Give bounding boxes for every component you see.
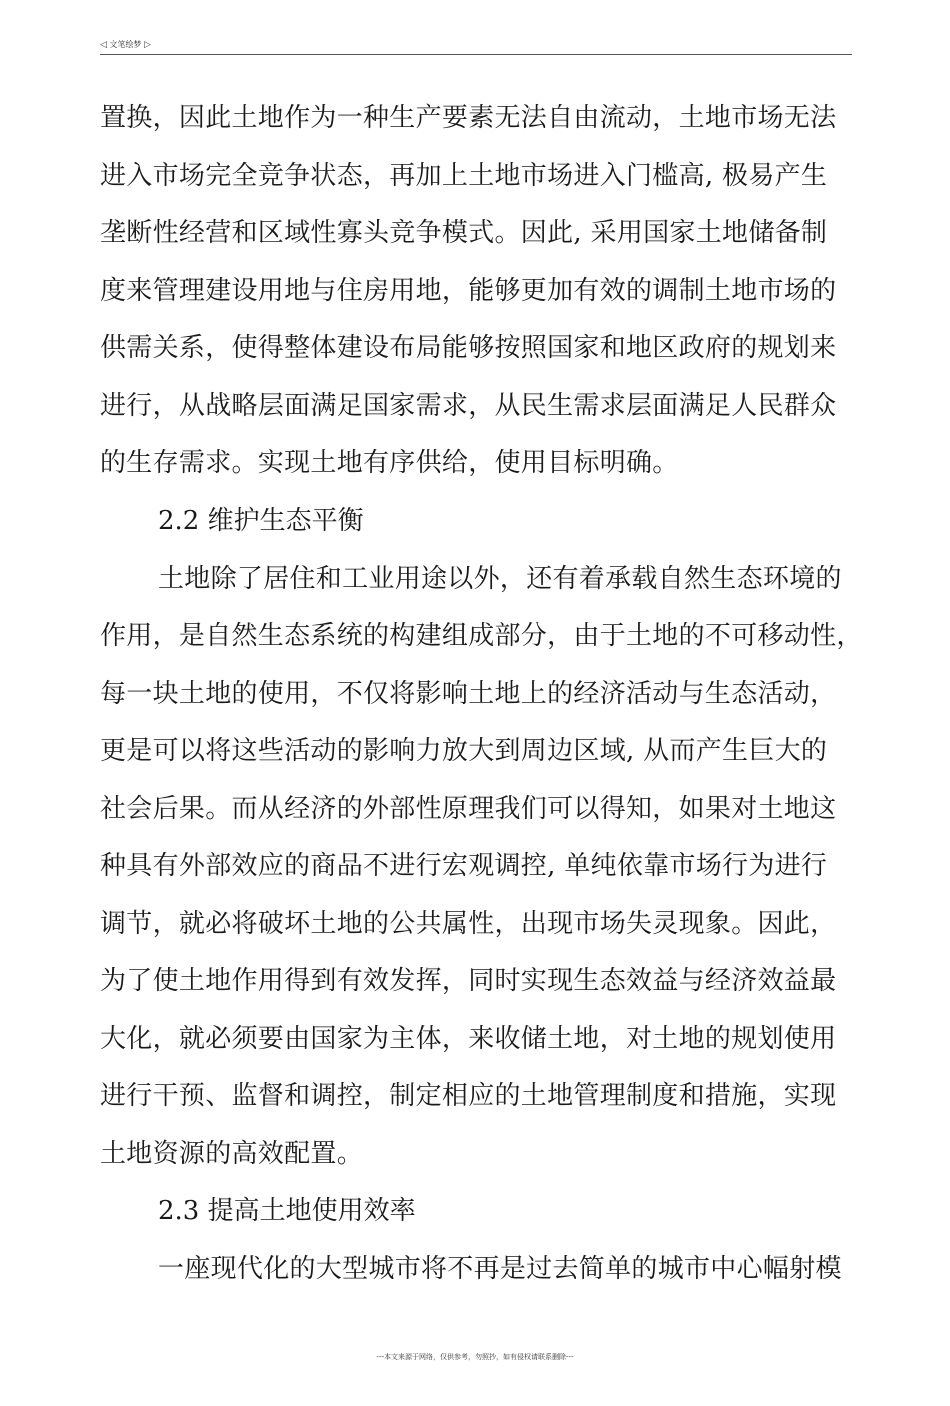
paragraph-line: 作用，是自然生态系统的构建组成部分，由于土地的不可移动性，	[100, 621, 863, 651]
paragraph-line: 的生存需求。实现土地有序供给，使用目标明确。	[100, 448, 679, 478]
paragraph-line: 置换，因此土地作为一种生产要素无法自由流动，土地市场无法	[100, 103, 837, 133]
paragraph-line: 垄断性经营和区域性寡头竞争模式。因此, 采用国家土地储备制	[100, 218, 828, 248]
paragraph-line: 进行，从战略层面满足国家需求，从民生需求层面满足人民群众	[100, 390, 837, 421]
section-heading-2-2: 2.2 维护生态平衡	[158, 505, 364, 536]
paragraph-2	[100, 556, 863, 1189]
paragraph-line: 调节，就必将破坏土地的公共属性，出现市场失灵现象。因此，	[100, 908, 837, 939]
paragraph-line: 一座现代化的大型城市将不再是过去简单的城市中心幅射模	[158, 1254, 842, 1284]
paragraph-line: 每一块土地的使用，不仅将影响土地上的经济活动与生态活动，	[100, 678, 837, 709]
page-header	[100, 36, 852, 55]
paragraph-line: 供需关系，使得整体建设布局能够按照国家和地区政府的规划来	[100, 333, 837, 363]
paragraph-line: 种具有外部效应的商品不进行宏观调控, 单纯依靠市场行为进行	[100, 851, 828, 881]
paragraph-line: 进行干预、监督和调控，制定相应的土地管理制度和措施，实现	[100, 1081, 837, 1111]
left-triangle-icon: ◁	[100, 40, 107, 50]
paragraph-3	[100, 1246, 852, 1304]
paragraph-1	[100, 95, 852, 498]
paragraph-line: 为了使土地作用得到有效发挥，同时实现生态效益与经济效益最	[100, 966, 837, 996]
paragraph-line: 土地除了居住和工业用途以外，还有着承载自然生态环境的	[158, 563, 842, 594]
section-heading-2-3: 2.3 提高土地使用效率	[158, 1196, 416, 1226]
paragraph-line: 社会后果。而从经济的外部性原理我们可以得知，如果对土地这	[100, 793, 837, 824]
paragraph-line: 度来管理建设用地与住房用地，能够更加有效的调制土地市场的	[100, 275, 837, 306]
paragraph-line: 更是可以将这些活动的影响力放大到周边区域, 从而产生巨大的	[100, 736, 828, 766]
right-triangle-icon: ▷	[144, 40, 151, 50]
header-title: 文笔绘梦	[109, 40, 142, 49]
paragraph-line: 进入市场完全竞争状态，再加上土地市场进入门槛高, 极易产生	[100, 160, 828, 191]
paragraph-line: 土地资源的高效配置。	[100, 1138, 364, 1169]
paragraph-line: 大化，就必须要由国家为主体，来收储土地，对土地的规划使用	[100, 1023, 837, 1054]
page-footer: ---本文来源于网络，仅供参考，勿照抄，如有侵权请联系删除---	[376, 1353, 574, 1361]
document-body	[100, 95, 863, 1304]
